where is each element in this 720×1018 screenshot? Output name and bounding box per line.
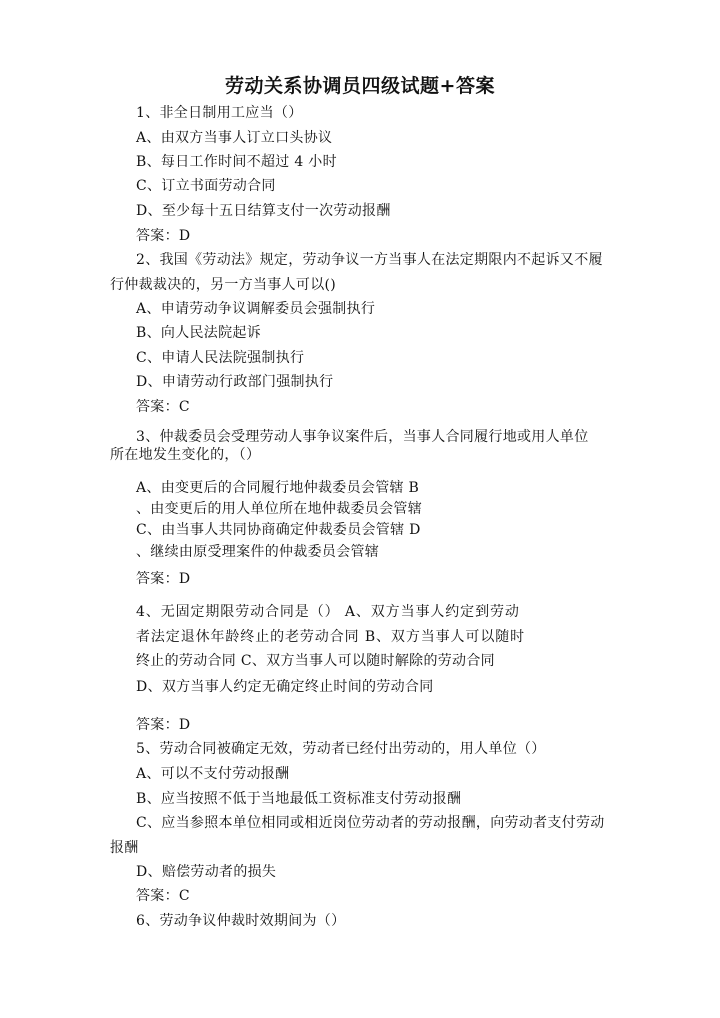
q2-option-d: D、申请劳动行政部门强制执行 — [136, 374, 334, 390]
document-title: 劳动关系协调员四级试题+答案 — [225, 75, 495, 97]
q3-option-b: 、由变更后的用人单位所在地仲裁委员会管辖 — [136, 501, 422, 517]
q5-option-c-continued: 报酬 — [110, 840, 139, 856]
question-4-line-3: 终止的劳动合同 C、双方当事人可以随时解除的劳动合同 — [136, 653, 495, 669]
q1-option-d: D、至少每十五日结算支付一次劳动报酬 — [136, 203, 391, 219]
question-3-continued: 所在地发生变化的，（） — [110, 447, 261, 463]
q3-answer: 答案：D — [136, 571, 191, 587]
q4-answer: 答案：D — [136, 717, 191, 733]
q1-option-b: B、每日工作时间不超过 4 小时 — [136, 154, 337, 170]
q2-option-b: B、向人民法院起诉 — [136, 325, 261, 341]
q5-option-c: C、应当参照本单位相同或相近岗位劳动者的劳动报酬，向劳动者支付劳动 — [136, 815, 605, 831]
q5-option-a: A、可以不支付劳动报酬 — [136, 766, 290, 782]
q5-option-b: B、应当按照不低于当地最低工资标准支付劳动报酬 — [136, 791, 462, 807]
q2-option-c: C、申请人民法院强制执行 — [136, 350, 305, 366]
q1-option-c: C、订立书面劳动合同 — [136, 178, 276, 194]
question-1: 1、非全日制用工应当（） — [136, 105, 303, 121]
q3-option-c: C、由当事人共同协商确定仲裁委员会管辖 D — [136, 522, 421, 538]
q4-option-d: D、双方当事人约定无确定终止时间的劳动合同 — [136, 679, 434, 695]
question-5: 5、劳动合同被确定无效，劳动者已经付出劳动的，用人单位（） — [136, 741, 546, 757]
question-2-continued: 行仲裁裁决的，另一方当事人可以() — [110, 277, 337, 293]
q3-option-a: A、由变更后的合同履行地仲裁委员会管辖 B — [136, 480, 420, 496]
question-4: 4、无固定期限劳动合同是（） A、双方当事人约定到劳动 — [136, 604, 520, 620]
question-6: 6、劳动争议仲裁时效期间为（） — [136, 913, 346, 929]
q3-option-d: 、继续由原受理案件的仲裁委员会管辖 — [136, 544, 380, 560]
q5-answer: 答案：C — [136, 888, 190, 904]
question-2: 2、我国《劳动法》规定，劳动争议一方当事人在法定期限内不起诉又不履 — [136, 252, 603, 268]
q1-option-a: A、由双方当事人订立口头协议 — [136, 130, 333, 146]
q2-option-a: A、申请劳动争议调解委员会强制执行 — [136, 301, 376, 317]
question-4-line-2: 者法定退休年龄终止的老劳动合同 B、双方当事人可以随时 — [136, 629, 526, 645]
q1-answer: 答案：D — [136, 228, 191, 244]
q5-option-d: D、赔偿劳动者的损失 — [136, 864, 277, 880]
question-3: 3、仲裁委员会受理劳动人事争议案件后，当事人合同履行地或用人单位 — [136, 429, 589, 445]
q2-answer: 答案：C — [136, 399, 190, 415]
